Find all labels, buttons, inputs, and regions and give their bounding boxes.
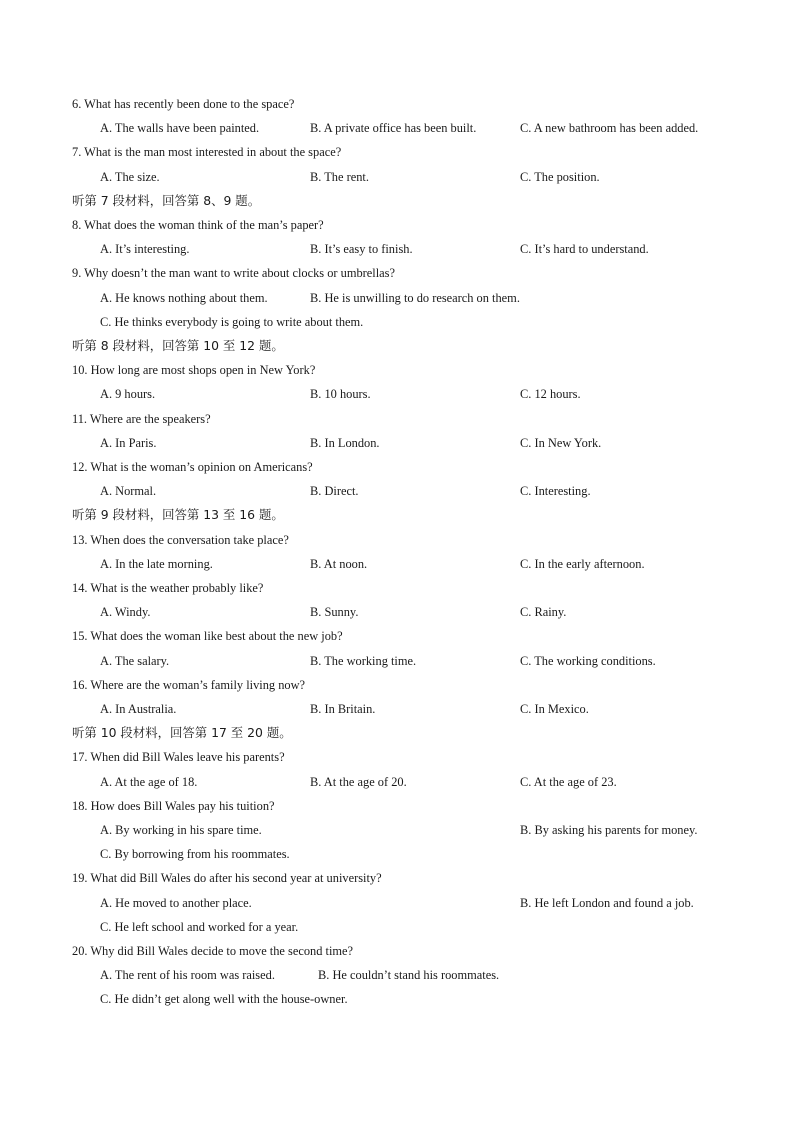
question-stem xyxy=(0,624,794,648)
options-row xyxy=(0,697,794,721)
question-text: 14. What is the weather probably like? xyxy=(72,581,264,595)
answer-option: B. He is unwilling to do research on them. xyxy=(310,291,520,305)
question-text: 9. Why doesn’t the man want to write about clocks or umbrellas? xyxy=(72,266,395,280)
section-instruction xyxy=(0,189,794,213)
question-text: 20. Why did Bill Wales decide to move the second time? xyxy=(72,944,354,958)
answer-option: C. 12 hours. xyxy=(520,387,581,401)
answer-option: C. He didn’t get along well with the house-owner. xyxy=(100,992,348,1006)
answer-option: B. In Britain. xyxy=(310,702,376,716)
question-text: 17. When did Bill Wales leave his parents? xyxy=(72,750,285,764)
answer-option: A. The rent of his room was raised. xyxy=(100,968,275,982)
answer-option: A. Windy. xyxy=(100,605,151,619)
options-row xyxy=(0,310,794,334)
answer-option: A. It’s interesting. xyxy=(100,242,190,256)
question-stem xyxy=(0,140,794,164)
question-stem xyxy=(0,673,794,697)
section-instruction-text: 听第 7 段材料，回答第 8、9 题。 xyxy=(72,193,261,208)
answer-option: A. In Australia. xyxy=(100,702,177,716)
question-stem xyxy=(0,455,794,479)
question-text: 11. Where are the speakers? xyxy=(72,412,211,426)
options-row xyxy=(0,237,794,261)
answer-option: A. He moved to another place. xyxy=(100,896,252,910)
options-row xyxy=(0,818,794,842)
answer-option: C. It’s hard to understand. xyxy=(520,242,649,256)
answer-option: C. At the age of 23. xyxy=(520,775,617,789)
answer-option: B. He left London and found a job. xyxy=(520,896,694,910)
answer-option: B. A private office has been built. xyxy=(310,121,477,135)
options-row xyxy=(0,479,794,503)
answer-option: A. He knows nothing about them. xyxy=(100,291,268,305)
answer-option: C. The working conditions. xyxy=(520,654,656,668)
question-text: 13. When does the conversation take place? xyxy=(72,533,289,547)
question-stem xyxy=(0,745,794,769)
options-row xyxy=(0,770,794,794)
section-instruction-text: 听第 10 段材料，回答第 17 至 20 题。 xyxy=(72,725,292,740)
answer-option: C. Rainy. xyxy=(520,605,567,619)
question-text: 18. How does Bill Wales pay his tuition? xyxy=(72,799,275,813)
options-row xyxy=(0,552,794,576)
options-row xyxy=(0,431,794,455)
answer-option: C. In the early afternoon. xyxy=(520,557,645,571)
question-stem xyxy=(0,407,794,431)
answer-option: B. By asking his parents for money. xyxy=(520,823,698,837)
answer-option: B. 10 hours. xyxy=(310,387,371,401)
section-instruction xyxy=(0,334,794,358)
question-text: 8. What does the woman think of the man’s paper? xyxy=(72,218,324,232)
answer-option: C. He thinks everybody is going to write about them. xyxy=(100,315,364,329)
answer-option: B. At the age of 20. xyxy=(310,775,407,789)
answer-option: A. Normal. xyxy=(100,484,157,498)
question-stem xyxy=(0,866,794,890)
answer-option: A. The salary. xyxy=(100,654,170,668)
question-text: 7. What is the man most interested in about the space? xyxy=(72,145,342,159)
answer-option: C. In New York. xyxy=(520,436,602,450)
answer-option: C. A new bathroom has been added. xyxy=(520,121,699,135)
question-stem xyxy=(0,528,794,552)
question-stem xyxy=(0,261,794,285)
question-stem xyxy=(0,358,794,382)
answer-option: A. The walls have been painted. xyxy=(100,121,260,135)
question-text: 6. What has recently been done to the space? xyxy=(72,97,295,111)
answer-option: B. It’s easy to finish. xyxy=(310,242,413,256)
question-stem xyxy=(0,939,794,963)
options-row xyxy=(0,286,794,310)
answer-option: C. The position. xyxy=(520,170,600,184)
options-row xyxy=(0,165,794,189)
question-stem xyxy=(0,576,794,600)
answer-option: B. The working time. xyxy=(310,654,417,668)
question-text: 10. How long are most shops open in New York? xyxy=(72,363,316,377)
options-row xyxy=(0,649,794,673)
options-row xyxy=(0,891,794,915)
answer-option: C. Interesting. xyxy=(520,484,591,498)
question-text: 15. What does the woman like best about the new job? xyxy=(72,629,343,643)
answer-option: A. By working in his spare time. xyxy=(100,823,262,837)
options-row xyxy=(0,600,794,624)
answer-option: C. He left school and worked for a year. xyxy=(100,920,299,934)
options-row xyxy=(0,987,794,1011)
answer-option: A. At the age of 18. xyxy=(100,775,198,789)
options-row xyxy=(0,842,794,866)
answer-option: B. Direct. xyxy=(310,484,359,498)
options-row xyxy=(0,963,794,987)
answer-option: A. In the late morning. xyxy=(100,557,213,571)
question-stem xyxy=(0,92,794,116)
answer-option: A. 9 hours. xyxy=(100,387,156,401)
question-text: 16. Where are the woman’s family living now? xyxy=(72,678,306,692)
answer-option: C. By borrowing from his roommates. xyxy=(100,847,290,861)
answer-option: B. At noon. xyxy=(310,557,368,571)
answer-option: A. In Paris. xyxy=(100,436,157,450)
options-row xyxy=(0,116,794,140)
options-row xyxy=(0,382,794,406)
answer-option: B. The rent. xyxy=(310,170,369,184)
answer-option: B. In London. xyxy=(310,436,380,450)
section-instruction xyxy=(0,721,794,745)
question-text: 12. What is the woman’s opinion on Americans? xyxy=(72,460,313,474)
question-text: 19. What did Bill Wales do after his second year at university? xyxy=(72,871,382,885)
section-instruction-text: 听第 8 段材料，回答第 10 至 12 题。 xyxy=(72,338,284,353)
answer-option: A. The size. xyxy=(100,170,160,184)
options-row xyxy=(0,915,794,939)
question-stem xyxy=(0,794,794,818)
answer-option: B. He couldn’t stand his roommates. xyxy=(318,968,500,982)
answer-option: B. Sunny. xyxy=(310,605,359,619)
answer-option: C. In Mexico. xyxy=(520,702,589,716)
section-instruction xyxy=(0,503,794,527)
section-instruction-text: 听第 9 段材料，回答第 13 至 16 题。 xyxy=(72,507,284,522)
question-stem xyxy=(0,213,794,237)
